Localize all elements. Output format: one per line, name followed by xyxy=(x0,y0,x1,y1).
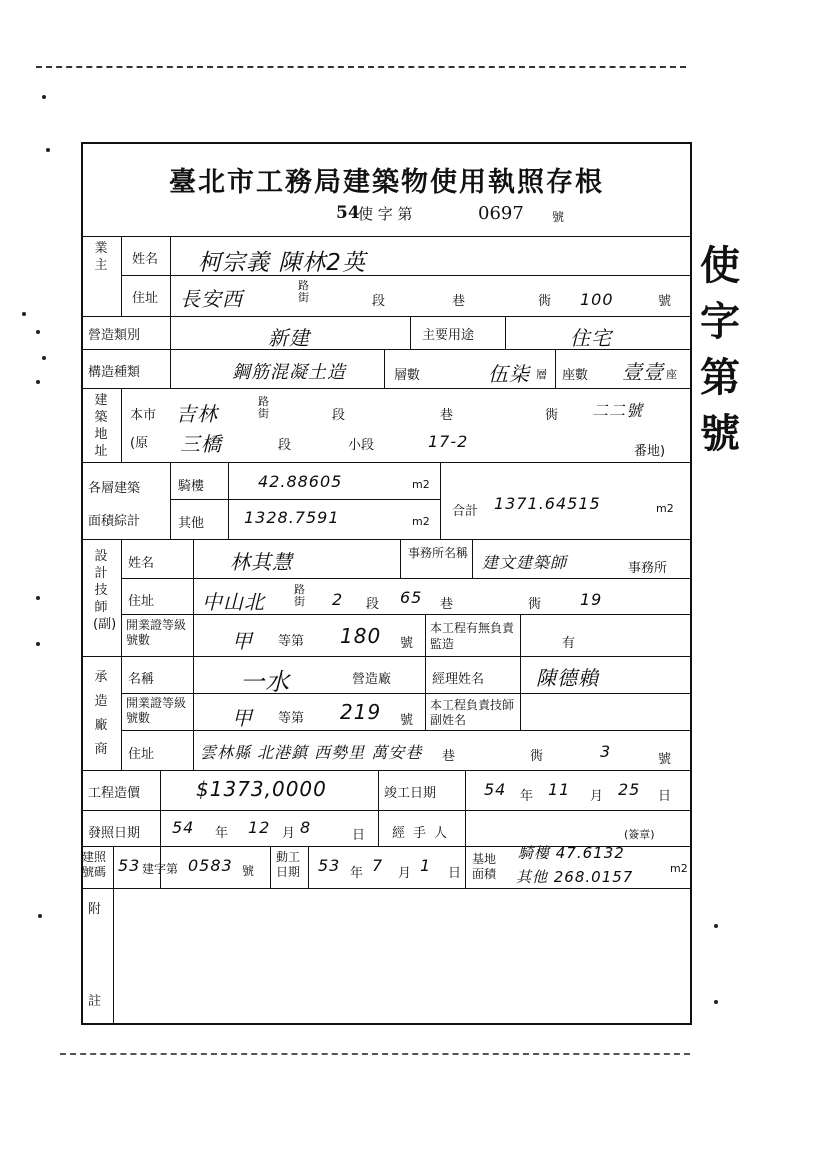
site-lane: 巷 xyxy=(440,408,454,423)
issue-label: 發照日期 xyxy=(88,826,141,841)
row-line xyxy=(121,730,692,731)
site-lot-value: 17-2 xyxy=(428,432,469,451)
scan-border-bottom xyxy=(60,1053,690,1055)
start-day: 1 xyxy=(420,856,432,875)
owner-addr-no: 號 xyxy=(658,294,672,309)
col-line xyxy=(113,846,114,888)
other-unit: m2 xyxy=(412,515,430,528)
contractor-name-value: 一水 xyxy=(240,668,290,696)
total-unit: m2 xyxy=(656,502,674,515)
scan-noise xyxy=(42,95,46,99)
col-line xyxy=(425,693,426,730)
owner-addr-sec: 段 xyxy=(372,294,386,309)
completion-m-unit: 月 xyxy=(590,789,604,804)
owner-section-label: 業主 xyxy=(94,241,108,273)
designer-license-no: 180 xyxy=(340,624,382,648)
col-line xyxy=(400,539,401,578)
issue-month: 12 xyxy=(248,818,271,837)
main-use-value: 住宅 xyxy=(570,326,612,350)
col-line xyxy=(425,656,426,693)
designer-license-grade: 甲 xyxy=(232,629,253,653)
notes-label-1: 附 xyxy=(88,902,102,917)
row-line xyxy=(81,236,692,237)
site-st: 衖 xyxy=(545,408,559,423)
row-line xyxy=(81,656,692,657)
row-line xyxy=(81,539,692,540)
designer-addr-lane: 巷 xyxy=(440,597,454,612)
col-line xyxy=(440,462,441,539)
issue-year: 54 xyxy=(172,818,195,837)
row-line xyxy=(81,770,692,771)
issue-d-unit: 日 xyxy=(352,828,366,843)
designer-name-value: 林其慧 xyxy=(230,550,293,574)
base-area-label: 基地面積 xyxy=(472,852,497,881)
owner-addr-lane: 巷 xyxy=(452,294,466,309)
scan-noise xyxy=(36,380,40,384)
tech-label: 本工程負責技師副姓名 xyxy=(430,698,515,727)
designer-addr-label: 住址 xyxy=(128,594,155,609)
blocks-label: 座數 xyxy=(562,368,589,383)
completion-label: 竣工日期 xyxy=(384,786,437,801)
row-line xyxy=(170,499,440,500)
scan-noise xyxy=(714,1000,718,1004)
floors-unit: 層 xyxy=(536,368,547,381)
base-area-line-2: 其他 268.0157 xyxy=(516,868,634,886)
designer-name-label: 姓名 xyxy=(128,556,155,571)
col-line xyxy=(113,888,114,1025)
permit-number: 0697 xyxy=(478,203,524,224)
manager-label: 經理姓名 xyxy=(432,672,485,687)
site-small-sec: 小段 xyxy=(348,438,375,453)
site-orig-value: 三橋 xyxy=(180,432,222,456)
cost-label: 工程造價 xyxy=(88,786,141,801)
completion-year: 54 xyxy=(484,780,507,799)
scan-noise xyxy=(714,924,718,928)
col-line xyxy=(308,846,309,888)
contractor-license-no: 219 xyxy=(340,700,382,724)
handler-seal: (簽章) xyxy=(624,828,655,841)
col-line xyxy=(410,316,411,349)
row-line xyxy=(81,810,692,811)
col-line xyxy=(465,810,466,846)
form-title: 臺北市工務局建築物使用執照存根 xyxy=(169,167,604,198)
construction-type-label: 營造類別 xyxy=(88,328,141,343)
site-city: 本市 xyxy=(130,408,157,423)
site-no-value: 二二號 xyxy=(592,401,644,420)
structure-value: 鋼筋混凝土造 xyxy=(232,362,346,383)
completion-y-unit: 年 xyxy=(520,789,534,804)
designer-addr-value: 中山北 xyxy=(202,590,265,614)
col-line xyxy=(121,236,122,316)
contractor-addr-lane: 巷 xyxy=(442,749,456,764)
site-label: 建築地址 xyxy=(94,393,108,459)
base-area-line-1: 騎樓 47.6132 xyxy=(518,844,625,862)
row-line xyxy=(81,888,692,889)
completion-day: 25 xyxy=(618,780,641,799)
col-line xyxy=(270,846,271,888)
area-label-2: 面積綜計 xyxy=(88,514,141,529)
contractor-addr-st: 衖 xyxy=(530,749,544,764)
contractor-section: 承造廠商 xyxy=(94,670,108,757)
blocks-value: 壹壹 xyxy=(622,360,664,384)
area-label-1: 各層建築 xyxy=(88,481,141,496)
arcade-label: 騎樓 xyxy=(178,479,205,494)
start-month: 7 xyxy=(372,856,384,875)
site-road-value: 吉林 xyxy=(176,402,218,426)
site-road-units: 路 街 xyxy=(258,395,269,420)
col-line xyxy=(170,462,171,539)
scan-border-top xyxy=(36,66,686,68)
floors-value: 伍柒 xyxy=(488,362,530,386)
row-line xyxy=(121,578,692,579)
office-label: 事務所名稱 xyxy=(408,546,469,560)
site-orig-sec: 段 xyxy=(278,438,292,453)
arcade-unit: m2 xyxy=(412,478,430,491)
col-line xyxy=(472,539,473,578)
build-permit-suffix: 號 xyxy=(242,864,255,878)
designer-license-mid: 等第 xyxy=(278,634,305,649)
designer-license-suffix: 號 xyxy=(400,636,414,651)
contractor-addr-no: 號 xyxy=(658,752,672,767)
build-permit-label: 建照號碼 xyxy=(82,850,107,879)
scan-noise xyxy=(22,312,26,316)
total-label: 合計 xyxy=(452,504,479,519)
scan-noise xyxy=(36,642,40,646)
designer-section: 設計技師(副) xyxy=(93,549,117,632)
cost-value: $1373,0000 xyxy=(196,777,327,801)
arcade-value: 42.88605 xyxy=(258,472,343,491)
start-date-label: 動工日期 xyxy=(276,850,301,879)
row-line xyxy=(81,388,692,389)
owner-name-value: 柯宗義 陳林2英 xyxy=(198,250,366,276)
supervise-value: 有 xyxy=(562,636,576,651)
designer-addr-sec: 段 xyxy=(366,597,380,612)
designer-addr-lane-value: 65 xyxy=(400,588,423,607)
manager-value: 陳德賴 xyxy=(536,666,599,690)
other-value: 1328.7591 xyxy=(244,508,340,527)
permit-year: 54 xyxy=(336,203,360,223)
other-label: 其他 xyxy=(178,516,205,531)
owner-name-label: 姓名 xyxy=(132,252,159,267)
start-d-unit: 日 xyxy=(448,866,462,881)
owner-addr-no-value: 100 xyxy=(580,290,614,309)
contractor-license-label: 開業證等級號數 xyxy=(126,696,187,725)
permit-word: 使 字 第 xyxy=(358,205,413,223)
site-orig-label: (原 xyxy=(130,436,149,451)
main-use-label: 主要用途 xyxy=(422,328,475,343)
designer-addr-road-units: 路 街 xyxy=(294,583,305,608)
col-line xyxy=(228,462,229,539)
owner-addr-label: 住址 xyxy=(132,291,159,306)
site-lot-suffix: 番地) xyxy=(634,444,666,459)
col-line xyxy=(520,656,521,693)
owner-addr-road: 長安西 xyxy=(180,287,243,311)
build-permit-number: 0583 xyxy=(188,856,233,875)
start-y-unit: 年 xyxy=(350,866,364,881)
contractor-license-grade: 甲 xyxy=(232,706,253,730)
completion-month: 11 xyxy=(548,780,571,799)
row-line xyxy=(81,462,692,463)
construction-type-value: 新建 xyxy=(268,326,310,350)
contractor-name-suffix: 營造廠 xyxy=(352,672,392,687)
issue-m-unit: 月 xyxy=(282,826,296,841)
contractor-license-mid: 等第 xyxy=(278,711,305,726)
build-permit-word: 建字第 xyxy=(142,862,179,876)
scan-noise xyxy=(42,356,46,360)
row-line xyxy=(121,693,692,694)
col-line xyxy=(520,614,521,656)
permit-suffix: 號 xyxy=(552,210,565,224)
col-line xyxy=(170,316,171,388)
office-suffix: 事務所 xyxy=(628,561,668,576)
owner-addr-road-units: 路 街 xyxy=(298,279,309,304)
build-permit-year: 53 xyxy=(118,856,141,875)
start-year: 53 xyxy=(318,856,341,875)
designer-license-label: 開業證等級號數 xyxy=(126,618,187,647)
supervise-label: 本工程有無負責監造 xyxy=(430,621,515,651)
scan-noise xyxy=(38,914,42,918)
col-line xyxy=(378,810,379,846)
owner-addr-st: 衖 xyxy=(538,294,552,309)
col-line xyxy=(505,316,506,349)
office-value: 建文建築師 xyxy=(482,553,568,572)
designer-addr-sec-value: 2 xyxy=(332,590,344,609)
notes-label-2: 註 xyxy=(88,994,102,1009)
col-line xyxy=(193,539,194,770)
col-line xyxy=(121,539,122,770)
side-margin-text: 使字第號 xyxy=(700,242,740,457)
col-line xyxy=(465,846,466,888)
start-m-unit: 月 xyxy=(398,866,412,881)
row-line xyxy=(81,316,692,317)
contractor-name-label: 名稱 xyxy=(128,672,155,687)
scan-noise xyxy=(36,330,40,334)
col-line xyxy=(465,770,466,810)
site-sec: 段 xyxy=(332,408,346,423)
issue-day: 8 xyxy=(300,818,312,837)
completion-d-unit: 日 xyxy=(658,789,672,804)
structure-label: 構造種類 xyxy=(88,365,141,380)
contractor-addr-no-value: 3 xyxy=(600,742,612,761)
blocks-unit: 座 xyxy=(666,368,677,381)
contractor-addr-value: 雲林縣 北港鎮 西勢里 萬安巷 xyxy=(200,743,423,762)
col-line xyxy=(121,388,122,462)
scan-noise xyxy=(36,596,40,600)
designer-addr-no-value: 19 xyxy=(580,590,603,609)
handler-label: 經手人 xyxy=(392,826,456,841)
col-line xyxy=(555,349,556,388)
contractor-license-suffix: 號 xyxy=(400,713,414,728)
col-line xyxy=(170,236,171,316)
issue-y-unit: 年 xyxy=(215,826,229,841)
scan-noise xyxy=(46,148,50,152)
floors-label: 層數 xyxy=(394,368,421,383)
col-line xyxy=(384,349,385,388)
col-line xyxy=(520,693,521,730)
total-value: 1371.64515 xyxy=(494,494,601,513)
col-line xyxy=(378,770,379,810)
designer-addr-st: 衖 xyxy=(528,597,542,612)
col-line xyxy=(425,614,426,656)
base-area-unit: m2 xyxy=(670,862,688,875)
contractor-addr-label: 住址 xyxy=(128,747,155,762)
